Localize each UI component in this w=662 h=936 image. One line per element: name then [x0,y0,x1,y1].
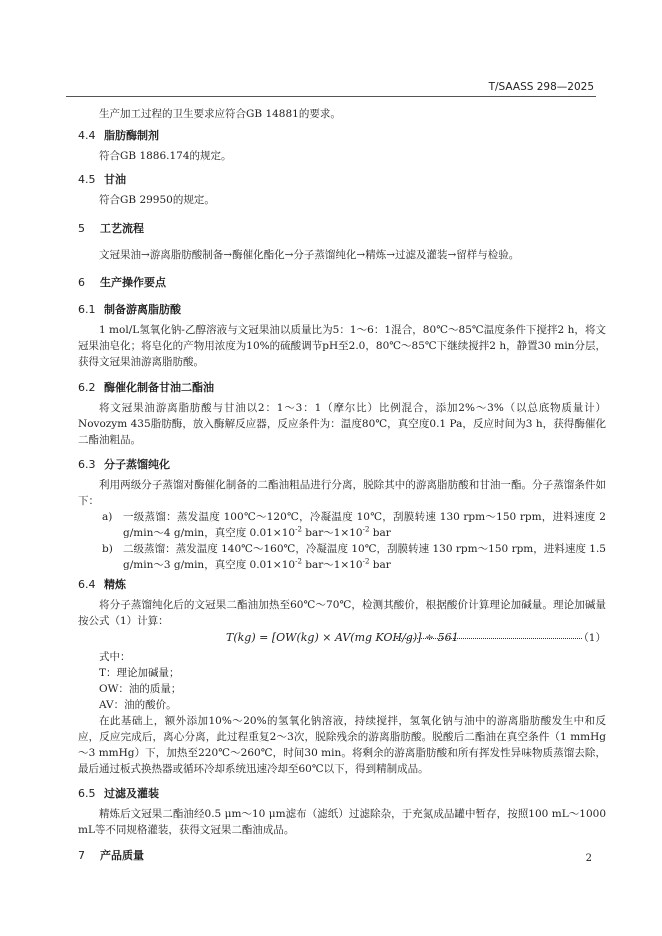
list-item [78,541,606,573]
section-number: 6.4 [78,578,96,591]
chapter-heading [78,275,606,291]
list-text: 二级蒸馏：蒸发温度 140℃～160℃，冷凝温度 10℃，刮膜转速 130 rpm～150 rpm，进料速度 1.5 g/min～3 g/min，真空度 $0.01\times 10^{-2}$ $bar\sim 1\times 10^{-2}$ bar [123,543,606,571]
paragraph: 利用两级分子蒸馏对酶催化制备的二酯油粗品进行分离，脱除其中的游离脂肪酸和甘油一酯。分子蒸馏条件如下： [78,479,606,507]
paragraph: 符合GB 29950的规定。 [99,194,215,206]
paragraph: 生产加工过程的卫生要求应符合GB 14881的要求。 [99,108,341,120]
list-text: 一级蒸馏：蒸发温度 100℃～120℃，冷凝温度 10℃，刮膜转速 130 rpm～150 rpm，进料速度 2 g/min～4 g/min，真空度 $0.01\times 10^{-2}$ $bar\sim 1\times 10^{-2}$ bar [123,511,606,539]
section-title: 制备游离脂肪酸 [104,303,181,316]
section-number: 6.2 [78,381,96,394]
paragraph: 将文冠果油游离脂肪酸与甘油以2：1～3：1（摩尔比）比例混合，添加2%～3%（以总底物质量计）Novozym 435脂肪酶，放入酶解反应器，反应条件为：温度80℃，真空度0.1 Pa，反应时间为3 h，获得酶催化二酯油粗品。 [78,402,606,446]
paragraph: 符合GB 1886.174的规定。 [99,150,232,162]
list-label: a) [102,511,113,523]
formula-expression: T(kg) = [OW(kg) × AV(mg KOH/g)] ÷ 561 [226,631,459,644]
section-title: 酶催化制备甘油二酯油 [104,381,214,394]
chapter-heading [78,848,606,864]
header-rule [66,96,596,97]
section-number: 4.5 [78,173,96,186]
section-number: 6.1 [78,303,96,316]
section-heading [78,786,606,802]
section-heading [78,457,606,473]
section-heading [78,577,606,593]
paragraph: 将分子蒸馏纯化后的文冠果二酯油加热至60℃～70℃，检测其酸价，根据酸价计算理论加碱量。理论加碱量按公式（1）计算： [78,599,606,627]
chapter-heading [78,221,606,237]
chapter-number: 5 [78,222,85,235]
section-title: 甘油 [104,173,126,186]
section-title: 脂肪酶制剂 [104,129,159,142]
leader-dots [396,638,582,639]
section-number: 6.3 [78,458,96,471]
section-heading [78,302,606,318]
paragraph: 精炼后文冠果二酯油经0.5 μm～10 μm滤布（滤纸）过滤除杂，于充氮成品罐中暂存，按照100 mL～1000 mL等不同规格灌装，获得文冠果二酯油成品。 [78,808,606,836]
formula [78,629,606,647]
section-title: 精炼 [104,578,126,591]
chapter-number: 6 [78,276,85,289]
chapter-title: 产品质量 [100,849,144,862]
section-heading [78,380,606,396]
chapter-number: 7 [78,849,85,862]
section-title: 过滤及灌装 [104,787,159,800]
formula-number: （1） [578,632,606,644]
paragraph: 1 mol/L氢氧化钠-乙醇溶液与文冠果油以质量比为5：1～6：1混合，80℃～85℃温度条件下搅拌2 h，将文冠果油皂化；将皂化的产物用浓度为10%的硫酸调节pH至2.0，80℃～85℃下继续搅拌2 h，静置30 min分层，获得文冠果油游离脂肪酸。 [78,324,606,368]
section-number: 4.4 [78,129,96,142]
section-number: 6.5 [78,787,96,800]
chapter-title: 生产操作要点 [100,276,166,289]
where-label: 式中： [99,651,131,663]
variable-definition: AV：油的酸价。 [99,699,177,711]
chapter-title: 工艺流程 [100,222,144,235]
process-flow: 文冠果油→游离脂肪酸制备→酶催化酯化→分子蒸馏纯化→精炼→过滤及灌装→留样与检验。 [99,249,520,261]
variable-definition: OW：油的质量； [99,683,182,695]
variable-definition: T：理论加碱量； [99,667,180,679]
document-body [78,104,606,864]
section-heading [78,128,606,144]
list-label: b) [102,543,113,555]
paragraph: 在此基础上，额外添加10%～20%的氢氧化钠溶液，持续搅拌，氢氧化钠与油中的游离脂肪酸发生中和反应，反应完成后，离心分离，此过程重复2～3次，脱除残余的游离脂肪酸。脱酸后二酯油在真空条件（1 mmHg～3 mmHg）下，加热至220℃～260℃，时间30 min。将剩余的游离脂肪酸和所有挥发性异味物质蒸馏去除，最后通过板式换热器或循环冷却系统迅速冷却至60℃以下，得到精制成品。 [78,715,606,775]
section-heading [78,172,606,188]
list-item [78,509,606,541]
document-code: T/SAASS 298—2025 [488,81,594,93]
page-number: 2 [585,853,592,864]
section-title: 分子蒸馏纯化 [104,458,170,471]
